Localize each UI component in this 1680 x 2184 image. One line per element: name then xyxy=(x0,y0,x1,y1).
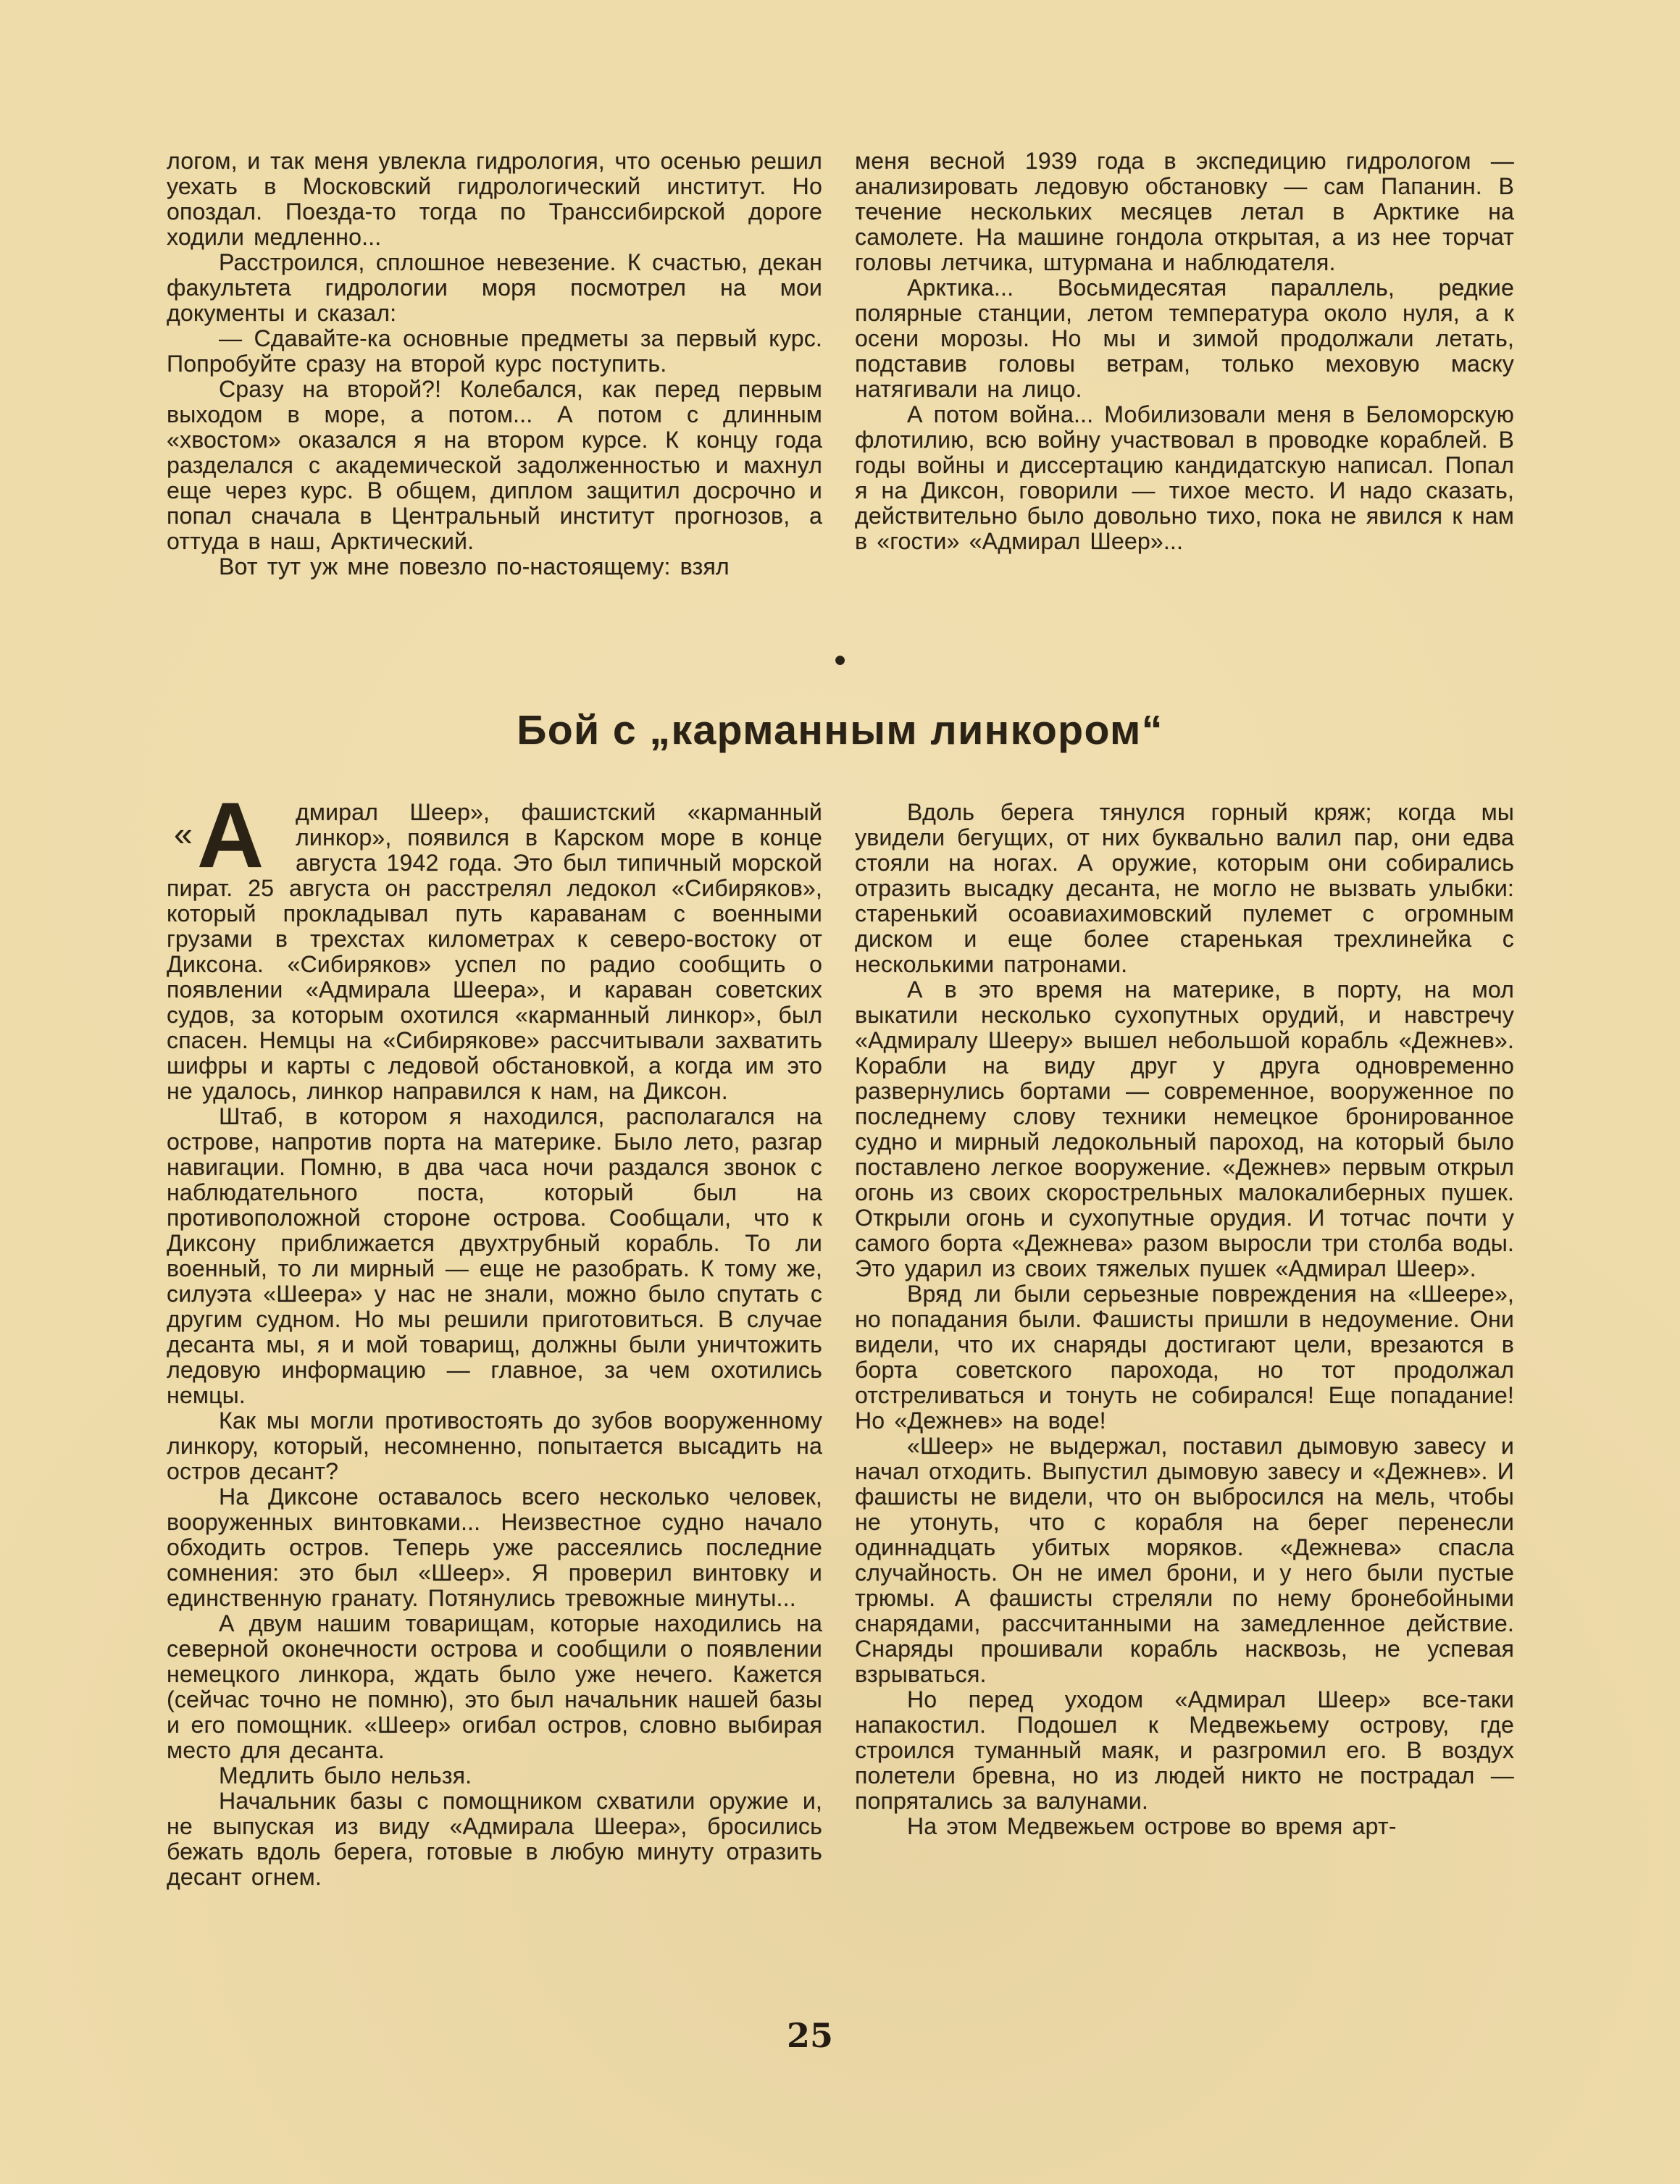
paragraph: логом, и так меня увлекла гидрология, что осенью решил уехать в Московский гидрологический институт. Но опоздал. Поезда-то тогда по Транссибирской дороге ходили медленно... xyxy=(167,148,822,250)
article1-left-column xyxy=(167,148,822,580)
article2-left-column xyxy=(167,784,822,1890)
article1-right-column xyxy=(855,148,1514,554)
paragraph: Сразу на второй?! Колебался, как перед первым выходом в море, а потом... А потом с длинным «хвостом» оказался я на втором курсе. К концу года разделался с академической задолженностью и махнул еще через курс. В общем, диплом защитил досрочно и попал сначала в Центральный институт прогнозов, а оттуда в наш, Арктический. xyxy=(167,376,822,554)
paragraph: А двум нашим товарищам, которые находились на северной оконечности острова и сообщили о появлении немецкого линкора, ждать было уже нечего. Кажется (сейчас точно не помню), это был начальник нашей базы и его помощник. «Шеер» огибал остров, словно выбирая место для десанта. xyxy=(167,1610,822,1763)
dropcap-letter: А xyxy=(196,784,264,887)
paragraph: «Шеер» не выдержал, поставил дымовую завесу и начал отходить. Выпустил дымовую завесу и «Дежнев». И фашисты не видели, что он выбросился на мель, чтобы не утонуть, что с корабля на берег перенесли одиннадцать убитых моряков. «Дежнева» спасла случайность. Он не имел брони, и у него были пустые трюмы. А фашисты стреляли по нему бронебойными снарядами, рассчитанными на замедленное действие. Снаряды прошивали корабль насквозь, не успевая взрываться. xyxy=(855,1433,1514,1687)
paragraph: Начальник базы с помощником схватили оружие и, не выпуская из виду «Адмирала Шеера», бросились бежать вдоль берега, готовые в любую минуту отразить десант огнем. xyxy=(167,1788,822,1890)
paragraph: Но перед уходом «Адмирал Шеер» все-таки напакостил. Подошел к Медвежьему острову, где строился туманный маяк, и разгромил его. В воздух полетели бревна, но из людей никто не пострадал — попрятались за валунами. xyxy=(855,1686,1514,1814)
paragraph: Как мы могли противостоять до зубов вооруженному линкору, который, несомненно, попытается высадить на остров десант? xyxy=(167,1407,822,1484)
paragraph: меня весной 1939 года в экспедицию гидрологом — анализировать ледовую обстановку — сам Папанин. В течение нескольких месяцев летал в Арктике на самолете. На машине гондола открытая, а из нее торчат головы летчика, штурмана и наблюдателя. xyxy=(855,148,1514,275)
paragraph: Вот тут уж мне повезло по-настоящему: взял xyxy=(219,553,730,580)
paragraph-text: дмирал Шеер», фашистский «карманный линкор», появился в Карском море в конце августа 1942 года. Это был типичный морской пират. 25 августа он расстрелял ледокол «Сибиряков», который прокладывал путь караванам с военными грузами в трехстах километрах к северо-востоку от Диксона. «Сибиряков» успел по радио сообщить о появлении «Адмирала Шеера», и караван советских судов, за которым охотился «карманный линкор», был спасен. Немцы на «Сибирякове» рассчитывали захватить шифры и карты с ледовой обстановкой, а когда им это не удалось, линкор направился к нам, на Диксон. xyxy=(167,799,822,1104)
paragraph: Штаб, в котором я находился, располагался на острове, напротив порта на материке. Было лето, разгар навигации. Помню, в два часа ночи раздался звонок с наблюдательного поста, который был на противоположной стороне острова. Сообщали, что к Диксону приближается двухтрубный корабль. То ли военный, то ли мирный — еще не разобрать. К тому же, силуэта «Шеера» у нас не знали, можно было спутать с другим судном. Но мы решили приготовиться. В случае десанта мы, я и мой товарищ, должны были уничтожить ледовую информацию — главное, за чем охотились немцы. xyxy=(167,1103,822,1408)
dropcap xyxy=(167,784,296,887)
paragraph: На Диксоне оставалось всего несколько человек, вооруженных винтовками... Неизвестное судно начало обходить остров. Теперь уже рассеялись последние сомнения: это был «Шеер». Я проверил винтовку и единственную гранату. Потянулись тревожные минуты... xyxy=(167,1484,822,1611)
paragraph: Вдоль берега тянулся горный кряж; когда мы увидели бегущих, от них буквально валил пар, они едва стояли на ногах. А оружие, которым они собирались отразить высадку десанта, не могло не вызвать улыбки: старенький осоавиахимовский пулемет с огромным диском и еще более старенькая трехлинейка с несколькими патронами. xyxy=(855,799,1514,977)
paragraph: А в это время на материке, в порту, на мол выкатили несколько сухопутных орудий, и навстречу «Адмиралу Шееру» вышел небольшой корабль «Дежнев». Корабли на виду друг у друга одновременно развернулись бортами — современное, вооруженное по последнему слову техники немецкое бронированное судно и мирный ледокольный пароход, на который было поставлено легкое вооружение. «Дежнев» первым открыл огонь из своих скорострельных малокалиберных пушек. Открыли огонь и сухопутные орудия. И тотчас почти у самого борта «Дежнева» разом выросли три столба воды. Это ударил из своих тяжелых пушек «Адмирал Шеер». xyxy=(855,976,1514,1281)
section-title: Бой с „карманным линкором“ xyxy=(517,707,1163,753)
article2-right-column xyxy=(855,800,1514,1839)
paragraph: Медлить было нельзя. xyxy=(219,1762,472,1788)
paragraph: Вряд ли были серьезные повреждения на «Шеере», но попадания были. Фашисты пришли в недоумение. Они видели, что их снаряды достигают цели, врезаются в борта советского парохода, но тот продолжал отстреливаться и тонуть не собирался! Еще попадание! Но «Дежнев» на воде! xyxy=(855,1281,1514,1434)
paragraph: Арктика... Восьмидесятая параллель, редкие полярные станции, летом температура около нуля, а к осени морозы. Но мы и зимой продолжали летать, подставив головы ветрам, только меховую маску натягивали на лицо. xyxy=(855,275,1514,402)
paragraph-dropcap xyxy=(167,784,822,1104)
section-separator-dot: ● xyxy=(833,648,847,671)
paragraph: На этом Медвежьем острове во время арт- xyxy=(907,1813,1397,1839)
paragraph: Расстроился, сплошное невезение. К счастью, декан факультета гидрологии моря посмотрел на мои документы и сказал: xyxy=(167,249,822,326)
paragraph: А потом война... Мобилизовали меня в Беломорскую флотилию, всю войну участвовал в проводке кораблей. В годы войны и диссертацию кандидатскую написал. Попал я на Диксон, говорили — тихое место. И надо сказать, действительно было довольно тихо, пока не явился к нам в «гости» «Адмирал Шеер»... xyxy=(855,401,1514,554)
paragraph: — Сдавайте-ка основные предметы за первый курс. Попробуйте сразу на второй курс поступить. xyxy=(167,325,822,377)
page-number: 25 xyxy=(786,2016,833,2055)
dropcap-open-quote: « xyxy=(174,815,193,853)
